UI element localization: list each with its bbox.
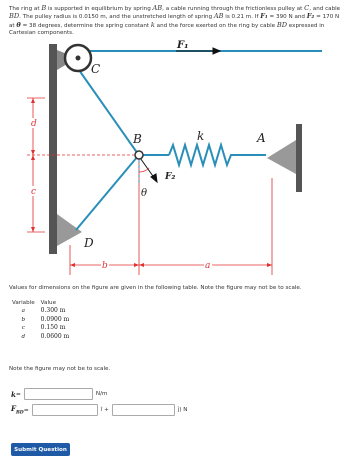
var-B: B bbox=[41, 4, 47, 12]
var-AB-2: AB bbox=[213, 12, 224, 21]
row-value: 0.300 m bbox=[40, 307, 66, 314]
label-theta: θ bbox=[141, 188, 148, 199]
spring-AB bbox=[169, 145, 266, 165]
dimensions-note: Values for dimensions on the figure are given in the following table. Note the figure may not be to scale. bbox=[9, 285, 302, 291]
row-variable: a bbox=[21, 308, 25, 314]
var-C: C bbox=[304, 4, 310, 12]
right-wall bbox=[296, 124, 302, 192]
dim-a-label: a bbox=[205, 261, 211, 271]
row-variable: b bbox=[21, 316, 26, 323]
var-BD-2: BD bbox=[276, 20, 288, 29]
force-label: $F_{BD}$ bbox=[11, 404, 24, 416]
var-AB: AB bbox=[152, 4, 163, 12]
dim-b-label: b bbox=[102, 261, 108, 271]
label-F2: F₂ bbox=[165, 172, 176, 182]
force-x-input[interactable] bbox=[32, 404, 98, 416]
label-C: C bbox=[91, 62, 101, 76]
dimensions-table bbox=[12, 299, 75, 341]
k-input[interactable] bbox=[24, 388, 93, 400]
var-F2: F₂ bbox=[306, 12, 315, 21]
table-row bbox=[12, 307, 75, 316]
label-F1: F₁ bbox=[177, 40, 189, 51]
header-variable: Variable bbox=[12, 300, 35, 306]
label-A: A bbox=[257, 131, 266, 145]
table-row bbox=[12, 333, 75, 342]
force-y-input[interactable] bbox=[112, 404, 175, 416]
row-value: 0.0600 m bbox=[40, 332, 70, 340]
j-hat-unit: ĵ) N bbox=[177, 407, 188, 413]
cable-C-to-B bbox=[79, 70, 138, 154]
var-BD: BD bbox=[9, 12, 20, 21]
row-variable: d bbox=[21, 333, 26, 340]
k-answer-row bbox=[11, 388, 107, 400]
support-D bbox=[57, 214, 82, 246]
row-value: 0.0900 m bbox=[40, 315, 70, 323]
label-B: B bbox=[133, 132, 142, 146]
k-unit: N/m bbox=[95, 391, 108, 397]
row-value: 0.150 m bbox=[40, 324, 66, 332]
table-row bbox=[12, 316, 75, 325]
dim-d-label: d bbox=[31, 119, 37, 129]
submit-question-button[interactable]: Submit Question bbox=[11, 443, 70, 456]
i-hat-label: î + bbox=[100, 407, 109, 413]
problem-figure bbox=[0, 38, 350, 276]
scale-note: Note the figure may not be to scale. bbox=[9, 366, 111, 372]
k-label: k bbox=[11, 389, 16, 399]
pulley-C-hub bbox=[76, 56, 81, 61]
dim-c-label: c bbox=[31, 187, 37, 197]
row-variable: c bbox=[21, 325, 25, 332]
support-A bbox=[267, 140, 296, 174]
label-D: D bbox=[84, 236, 94, 250]
F1-arrowhead bbox=[213, 48, 220, 54]
left-wall bbox=[49, 44, 57, 254]
header-value: Value bbox=[40, 300, 57, 306]
var-F1: F₁ bbox=[260, 12, 268, 21]
table-row bbox=[12, 324, 75, 333]
force-answer-row bbox=[11, 404, 187, 416]
problem-statement: The ring at B is supported in equilibrium by spring AB, a cable running through the frictionless pulley at C, and cable BD. The pulley radius is 0.0150 m, and the unstretched length of spring AB is 0.21 m. If F₁ = 390 N and F₂ = 170 N at θ = 38 degrees, determine the spring constant k and the force exerted on the ring by cable BD expressed in Cartesian components. bbox=[9, 4, 341, 36]
force-equals: = bbox=[23, 406, 29, 414]
var-k: k bbox=[150, 20, 155, 29]
k-equals: = bbox=[15, 390, 21, 398]
ring-B bbox=[135, 151, 143, 159]
label-k: k bbox=[197, 129, 205, 143]
var-theta: θ bbox=[16, 20, 21, 29]
cable-B-to-D bbox=[76, 156, 138, 230]
